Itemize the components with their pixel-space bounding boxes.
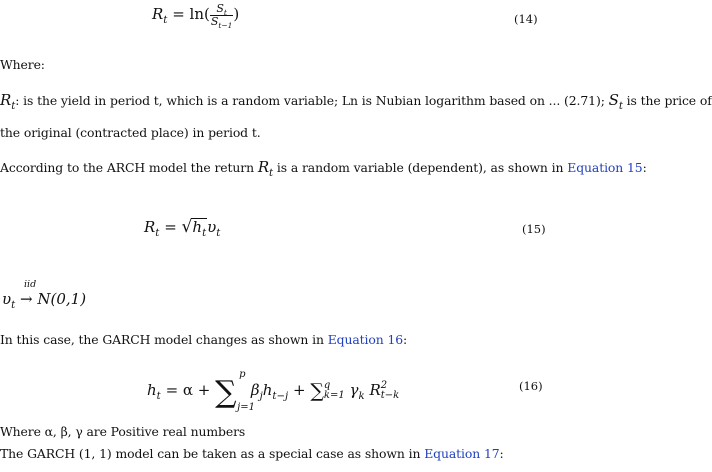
arch-pre: According to the ARCH model the return xyxy=(0,160,258,175)
eq15-v: $\upsilon_t$ xyxy=(207,218,221,239)
sum-icon: ∑ p j=1 xyxy=(215,369,255,413)
dist-rhs: N(0,1) xyxy=(37,290,87,308)
equation-15 xyxy=(144,217,220,237)
arch-paragraph xyxy=(0,158,647,179)
sqrt-icon: √ xyxy=(181,217,193,237)
def-st-symbol: $S_t$ xyxy=(608,91,623,112)
garch-pre: In this case, the GARCH model changes as shown in xyxy=(0,332,328,347)
arch-end: : xyxy=(642,160,647,175)
eq15-lhs: $R_t$ xyxy=(144,218,160,239)
arch-rt-symbol: $R_t$ xyxy=(257,158,274,179)
arch-post: is a random variable (dependent), as shown in xyxy=(273,160,568,175)
eq16-plus: + xyxy=(292,381,306,399)
equation-15-link[interactable]: Equation 15 xyxy=(567,160,643,175)
eq16-sum2-top: q xyxy=(323,380,331,391)
eq15-equals: = xyxy=(164,218,177,236)
equation-16-link[interactable]: Equation 16 xyxy=(327,332,404,347)
garch11-paragraph xyxy=(0,446,504,461)
eq16-sum2-bottom: k=1 xyxy=(323,390,345,401)
where-greek-line: Where α, β, γ are Positive real numbers xyxy=(0,424,246,439)
definition-continued: the original (contracted place) in period t. xyxy=(0,125,261,140)
eq16-lhs: $h_t$ xyxy=(147,381,161,402)
eq16-sum1-top: p xyxy=(239,369,246,380)
eq15-radicand: $h_t$ xyxy=(192,218,207,239)
def-rt-text: : is the yield in period t, which is a random variable; Ln is Nubian logarithm based on ... (2.71); xyxy=(15,93,605,108)
eq14-denominator: $S_{t-1}$ xyxy=(210,14,233,30)
eq16-sum1-bottom: j=1 xyxy=(237,402,255,413)
garch-end: : xyxy=(403,332,408,347)
dist-v: $\upsilon_t$ xyxy=(2,290,16,311)
definition-line xyxy=(0,91,712,112)
eq14-lhs: $R_t$ xyxy=(152,5,168,27)
eq14-ln: = ln( xyxy=(172,5,210,24)
eq16-term1: $\beta_jh_{t-j}$ xyxy=(250,381,289,402)
def-st-text: is the price of xyxy=(622,93,712,108)
eq14-fraction xyxy=(210,2,234,30)
equation-17-link[interactable]: Equation 17 xyxy=(424,446,500,461)
equation-16-number: (16) xyxy=(519,379,543,393)
garch11-end: : xyxy=(499,446,504,461)
equation-14 xyxy=(152,2,240,30)
garch-paragraph xyxy=(0,332,407,347)
garch11-pre: The GARCH (1, 1) model can be taken as a special case as shown in xyxy=(0,446,425,461)
eq14-numerator: $S_t$ xyxy=(210,3,234,16)
dist-iid: iid xyxy=(24,279,37,290)
eq14-close: ) xyxy=(233,5,240,24)
equation-14-number: (14) xyxy=(514,12,538,26)
def-rt-symbol: $R_t$ xyxy=(0,91,16,112)
eq16-equals: = α + xyxy=(165,381,211,399)
eq16-term2: $\gamma_k$ R 2 t−k xyxy=(349,380,400,402)
arrow-icon: → xyxy=(20,290,33,308)
where-label: Where: xyxy=(0,57,45,72)
equation-15-number: (15) xyxy=(522,222,546,236)
sum-small-icon: ∑ xyxy=(310,380,324,402)
